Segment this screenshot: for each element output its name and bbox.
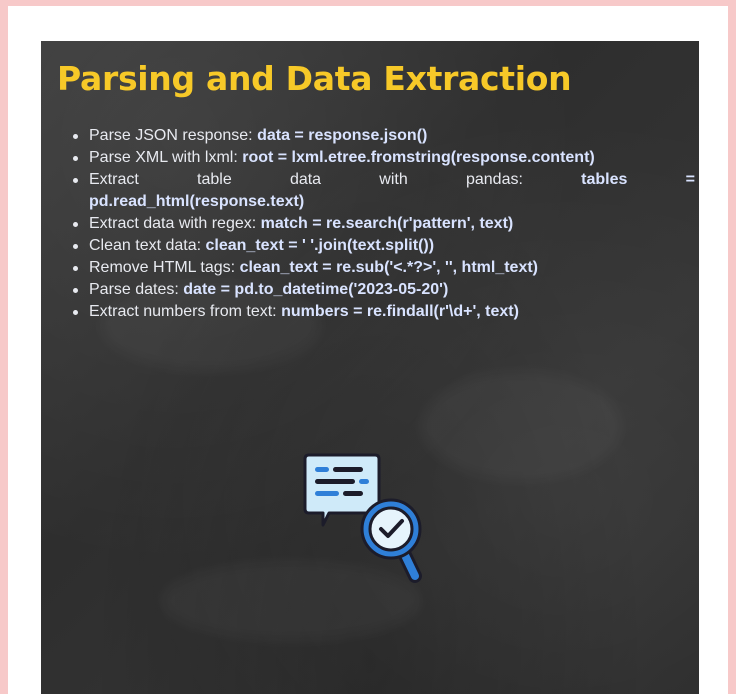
item-code: = xyxy=(685,171,695,188)
item-label: Extract data with regex: xyxy=(89,215,261,232)
item-label-word: table xyxy=(197,171,232,188)
item-code: numbers = re.findall(r'\d+', text) xyxy=(281,303,519,320)
item-label-word: data xyxy=(289,171,322,188)
chalkboard-panel xyxy=(41,41,699,694)
item-code: data = response.json() xyxy=(257,127,428,144)
list-item-continuation xyxy=(71,191,699,213)
item-code: pd.read_html(response.text) xyxy=(89,193,305,210)
item-code: match = re.search(r'pattern', text) xyxy=(260,215,514,232)
bullet-list xyxy=(71,125,699,323)
item-code: clean_text = re.sub('<.*?>', '', html_text) xyxy=(239,259,538,276)
item-label-word: with xyxy=(379,171,408,188)
item-label: Parse dates: xyxy=(89,281,184,298)
item-code: root = lxml.etree.fromstring(response.content) xyxy=(242,149,595,166)
list-item xyxy=(71,169,699,191)
list-item xyxy=(71,301,699,323)
list-item xyxy=(71,279,699,301)
list-item xyxy=(71,147,699,169)
list-item xyxy=(71,257,699,279)
item-label-word: pandas: xyxy=(465,171,523,188)
item-label: Parse XML with lxml: xyxy=(89,149,243,166)
item-label: Remove HTML tags: xyxy=(89,259,240,276)
item-label-word: Extract xyxy=(89,171,139,188)
item-label: Extract numbers from text: xyxy=(89,303,282,320)
list-item xyxy=(71,125,699,147)
item-code: tables xyxy=(581,171,628,188)
page-title: Parsing and Data Extraction xyxy=(57,59,572,98)
item-code: date = pd.to_datetime('2023-05-20') xyxy=(183,281,449,298)
item-label: Parse JSON response: xyxy=(89,127,258,144)
item-code: clean_text = ' '.join(text.split()) xyxy=(205,237,435,254)
item-label: Clean text data: xyxy=(89,237,206,254)
list-item xyxy=(71,213,699,235)
document-magnifier-check-icon xyxy=(299,451,429,586)
list-item xyxy=(71,235,699,257)
